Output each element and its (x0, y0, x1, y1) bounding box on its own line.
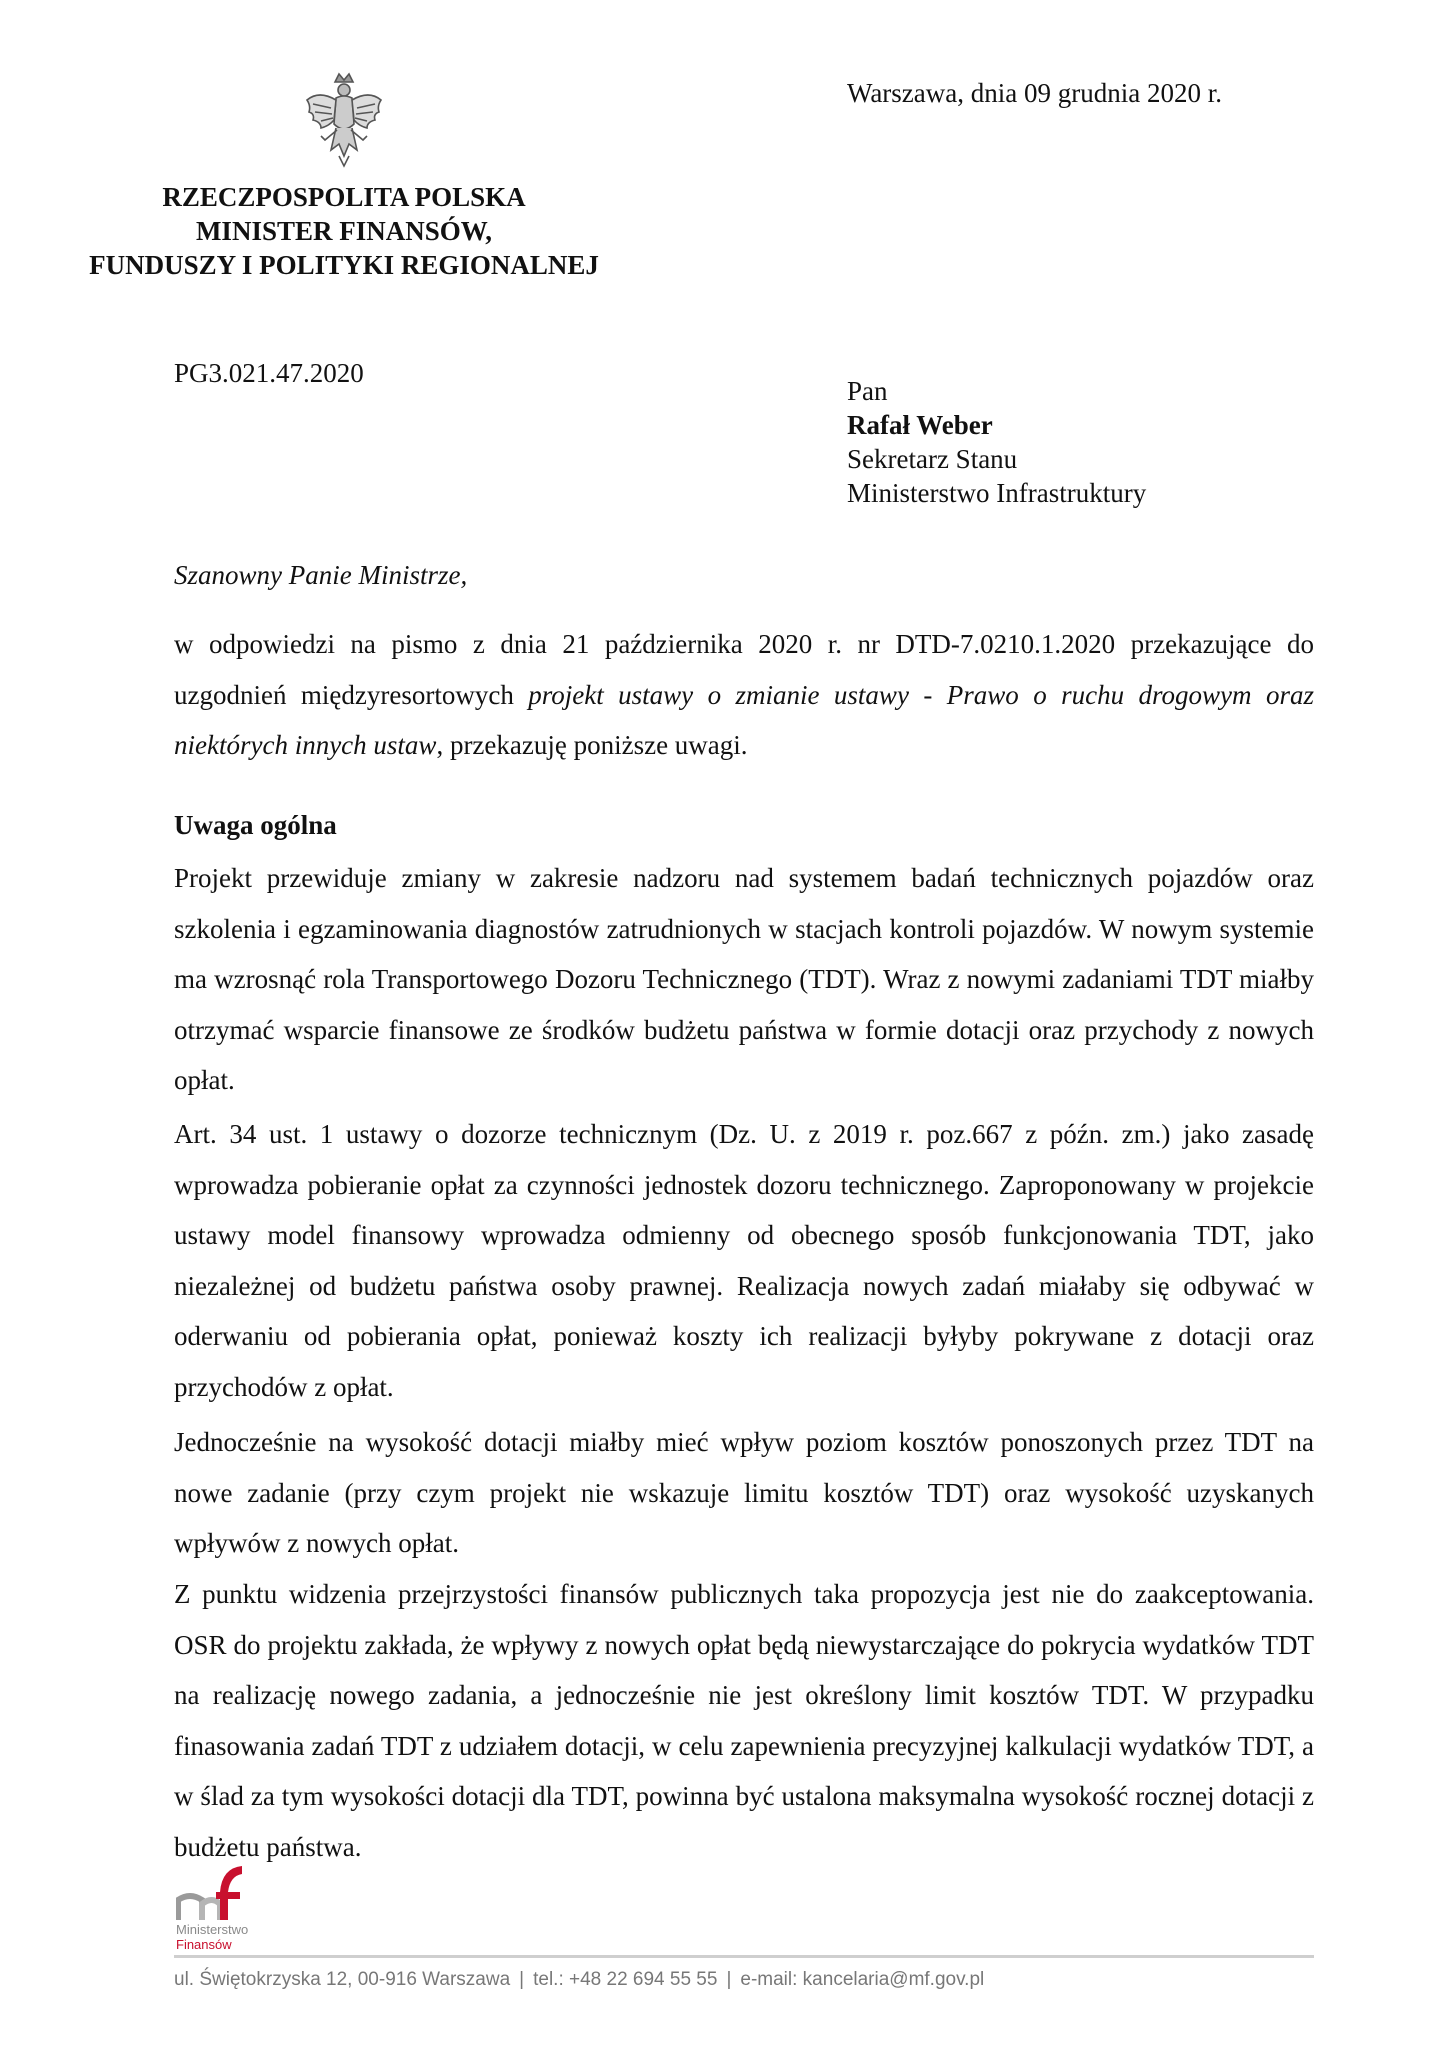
footer-contact (174, 1969, 984, 1991)
addressee-block (847, 374, 1146, 510)
footer-separator: | (519, 1969, 525, 1990)
footer-phone: tel.: +48 22 694 55 55 (533, 1969, 718, 1990)
institution-name (66, 180, 622, 282)
reference-number: PG3.021.47.2020 (174, 358, 364, 388)
body-paragraph: Jednocześnie na wysokość dotacji miałby mieć wpływ poziom kosztów ponoszonych przez TDT na nowe zadanie (przy czym projekt nie wskazuje limitu kosztów TDT) oraz wysokość uzyskanych wpływów z nowych opłat. (174, 1427, 1314, 1558)
footer-email: e-mail: kancelaria@mf.gov.pl (740, 1969, 985, 1990)
intro-italic-title: projekt ustawy o zmianie ustawy - Prawo o ruchu drogowym oraz niektórych innych ustaw (174, 679, 1314, 760)
intro-text: w odpowiedzi na pismo z dnia 21 października 2020 r. nr DTD-7.0210.1.2020 przekazujące do uzgodnień międzyresortowych (174, 629, 1314, 710)
addressee-title: Pan (847, 376, 888, 406)
logo-text-finance: Finansów (176, 1937, 232, 1952)
footer-divider (174, 1955, 1314, 1958)
institution-line: RZECZPOSPOLITA POLSKA (162, 182, 526, 212)
logo-text-ministry: Ministerstwo (176, 1922, 249, 1937)
salutation: Szanowny Panie Ministrze, (174, 560, 468, 590)
addressee-organization: Ministerstwo Infrastruktury (847, 478, 1147, 508)
addressee-position: Sekretarz Stanu (847, 444, 1018, 474)
institution-line: MINISTER FINANSÓW, (195, 216, 493, 246)
intro-paragraph (174, 619, 1314, 771)
intro-text: , przekazuję poniższe uwagi. (436, 730, 748, 760)
institution-line: FUNDUSZY I POLITYKI REGIONALNEJ (89, 250, 599, 280)
section-heading: Uwaga ogólna (174, 810, 337, 840)
letter-date: Warszawa, dnia 09 grudnia 2020 r. (847, 78, 1222, 108)
body-paragraph: Z punktu widzenia przejrzystości finansów publicznych taka propozycja jest nie do zaakceptowania. OSR do projektu zakłada, że wpływy z nowych opłat będą niewystarczające do pokrycia wydatków TDT na realizację nowego zadania, a jednocześnie nie jest określony limit kosztów TDT. W przypadku finasowania zadań TDT z udziałem dotacji, w celu zapewnienia precyzyjnej kalkulacji wydatków TDT, a w ślad za tym wysokości dotacji dla TDT, powinna być ustalona maksymalna wysokość rocznej dotacji z budżetu państwa. (174, 1579, 1314, 1862)
footer-separator: | (726, 1969, 732, 1990)
footer-address: ul. Świętokrzyska 12, 00-916 Warszawa (174, 1969, 511, 1990)
body-paragraph: Art. 34 ust. 1 ustawy o dozorze technicznym (Dz. U. z 2019 r. poz.667 z późn. zm.) jako zasadę wprowadza pobieranie opłat za czynności jednostek dozoru technicznego. Zaproponowany w projekcie ustawy model finansowy wprowadza odmienny od obecnego sposób funkcjonowania TDT, jako niezależnej od budżetu państwa osoby prawnej. Realizacja nowych zadań miałaby się odbywać w oderwaniu od pobierania opłat, ponieważ koszty ich realizacji byłyby pokrywane z dotacji oraz przychodów z opłat. (174, 1119, 1314, 1402)
body-paragraph: Projekt przewiduje zmiany w zakresie nadzoru nad systemem badań technicznych pojazdów oraz szkolenia i egzaminowania diagnostów zatrudnionych w stacjach kontroli pojazdów. W nowym systemie ma wzrosnąć rola Transportowego Dozoru Technicznego (TDT). Wraz z nowymi zadaniami TDT miałby otrzymać wsparcie finansowe ze środków budżetu państwa w formie dotacji oraz przychody z nowych opłat. (174, 863, 1314, 1095)
addressee-name: Rafał Weber (847, 410, 993, 440)
polish-eagle-emblem-icon (303, 72, 385, 170)
